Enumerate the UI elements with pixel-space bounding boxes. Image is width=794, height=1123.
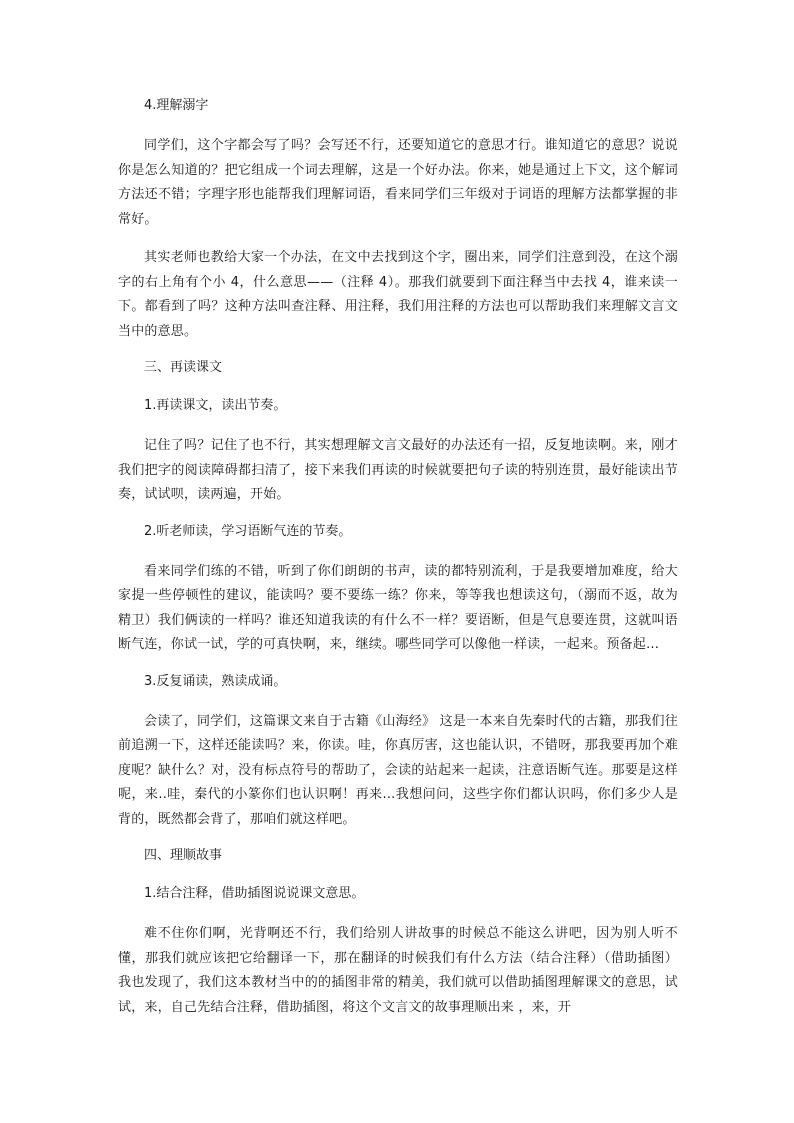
- section-heading-reread: 三、再读课文: [144, 360, 223, 375]
- paragraph-translate-story: 难不住你们啊，光背啊还不行，我们给别人讲故事的时候总不能这么讲吧，因为别人听不懂，那我们就应该把它给翻译一下，那在翻译的时候我们有什么方法（结合注释）（借助插图）我也发现了，我们这本教材当中的的插图非常的精美，我们就可以借助插图理解课文的意思，试试，来，自己先结合注释，借助插图，将这个文言文的故事理顺出来 ，来，开: [118, 926, 678, 1015]
- document-page: [118, 96, 678, 1034]
- paragraph-read-repeatedly: 记住了吗？记住了也不行，其实想理解文言文最好的办法还有一招，反复地读啊。来，刚才我们把字的阅读障碍都扫清了，接下来我们再读的时候就要把句子读的特别连贯，最好能读出节奏，试试呗，读两遍，开始。: [118, 438, 678, 502]
- subheading-read-rhythm: 1.再读课文，读出节奏。: [144, 398, 287, 413]
- paragraph-pause-rhythm: 看来同学们练的不错，听到了你们朗朗的书声，读的都特别流利，于是我要增加难度，给大家提一些停顿性的建议，能读吗？要不要练一练？你来，等等我也想读这句，（溺而不返，故为精卫）我们俩读的一样吗？谁还知道我读的有什么不一样？要语断，但是气息要连贯，这就叫语断气连，你试一试，学的可真快啊，来，继续。哪些同学可以像他一样读，一起来。预备起…: [118, 563, 678, 652]
- paragraph-shanhaijing: 会读了，同学们，这篇课文来自于古籍《山海经》 这是一本来自先秦时代的古籍，那我们往前追溯一下，这样还能读吗？来，你读。哇，你真厉害，这也能认识，不错呀，那我要再加个难度呢？缺什么？对，没有标点符号的帮助了，会读的站起来一起读，注意语断气连。那要是这样呢，来..哇，秦代的小篆你们也认识啊！再来...我想问问，这些字你们都认识吗，你们多少人是背的，既然都会背了，那咱们就这样吧。: [118, 713, 678, 827]
- paragraph-ni-meaning: 同学们，这个字都会写了吗？会写还不行，还要知道它的意思才行。谁知道它的意思？说说你是怎么知道的？把它组成一个词去理解，这是一个好办法。你来，她是通过上下文，这个解词方法还不错；字理字形也能帮我们理解词语，看来同学们三年级对于词语的理解方法都掌握的非常好。: [118, 138, 678, 227]
- subheading-annotations-illustrations: 1.结合注释，借助插图说说课文意思。: [144, 886, 365, 901]
- section-heading-understand-ni: 4.理解溺字: [144, 98, 209, 113]
- section-heading-story: 四、理顺故事: [144, 848, 223, 863]
- paragraph-annotation-method: 其实老师也教给大家一个办法，在文中去找到这个字，圈出来，同学们注意到没，在这个溺字的右上角有个小 4，什么意思——（注释 4）。那我们就要到下面注释当中去找 4，谁来读一下。都看到了吗？这种方法叫查注释、用注释，我们用注释的方法也可以帮助我们来理解文言文当中的意思。: [118, 250, 678, 339]
- subheading-teacher-reading: 2.听老师读，学习语断气连的节奏。: [144, 523, 352, 539]
- subheading-recite: 3.反复诵读，熟读成诵。: [144, 673, 287, 689]
